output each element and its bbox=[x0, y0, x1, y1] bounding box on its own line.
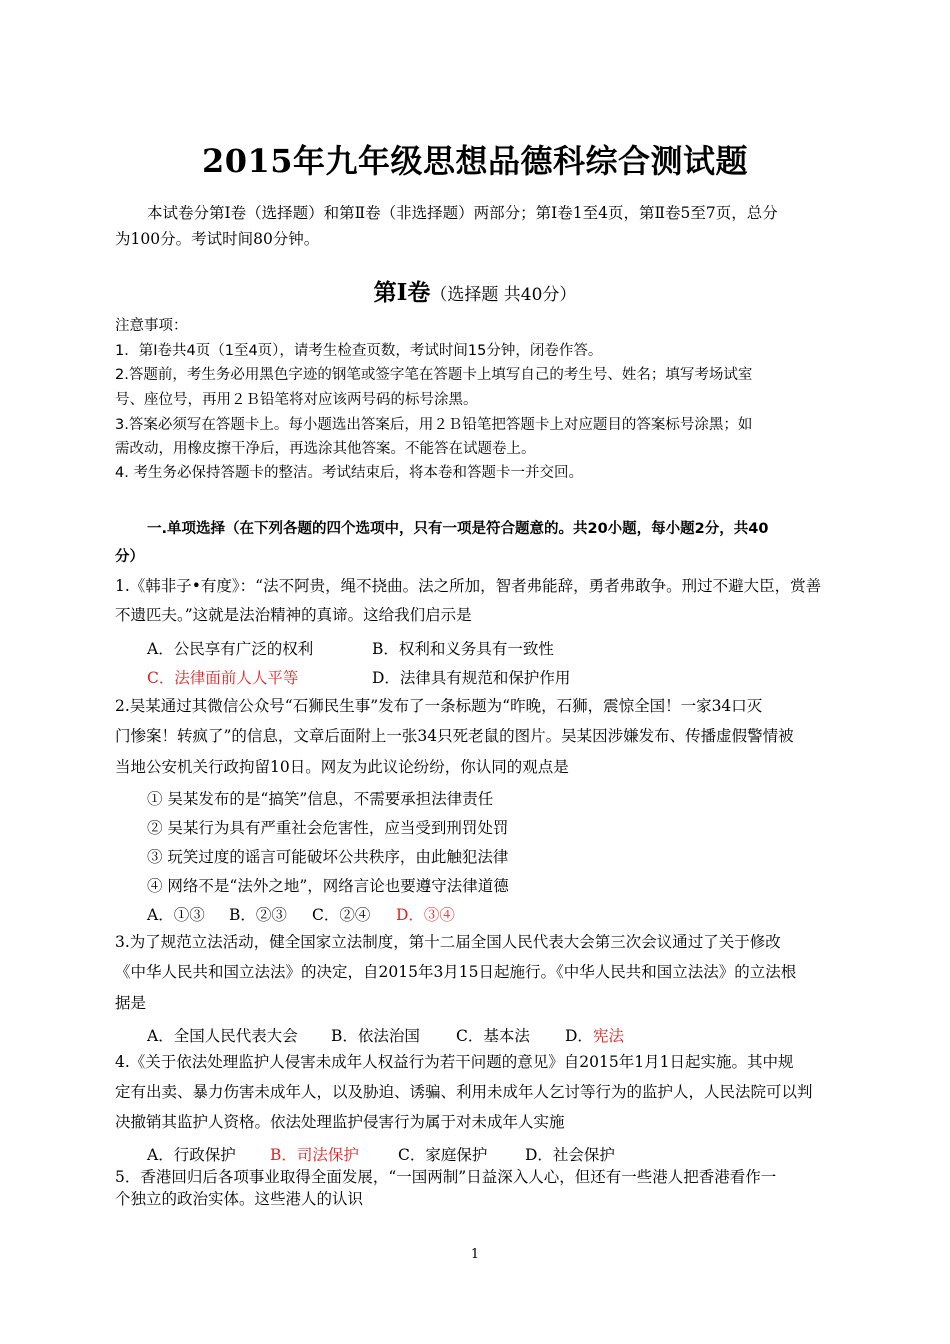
page-title: 2015年九年级思想品德科综合测试题 bbox=[201, 142, 749, 180]
q5-stem-line: 个独立的政治实体。这些港人的认识 bbox=[115, 1190, 364, 1208]
q3-option-d-letter bbox=[565, 1024, 624, 1046]
q3-stem-line: 3.为了规范立法活动，健全国家立法制度，第十二届全国人民代表大会第三次会议通过了关于修改 bbox=[115, 933, 781, 951]
volume-heading bbox=[0, 274, 950, 307]
q2-stem-line: 门惨案！转疯了”的信息，文章后面附上一张34只死老鼠的图片。吴某因涉嫌发布、传播虚假警情被 bbox=[115, 727, 794, 745]
q3-option-a: A．全国人民代表大会 bbox=[147, 1027, 298, 1045]
q1-option-d: D．法律具有规范和保护作用 bbox=[372, 669, 571, 687]
q3-stem-line: 据是 bbox=[115, 994, 147, 1012]
section-heading-line-2: 分） bbox=[115, 549, 144, 565]
q4-stem-line: 定有出卖、暴力伤害未成年人，以及胁迫、诱骗、利用未成年人乞讨等行为的监护人，人民法院可以判 bbox=[115, 1083, 813, 1101]
q2-item: ④ 网络不是“法外之地”，网络言论也要遵守法律道德 bbox=[147, 877, 509, 895]
q1-option-c-answer: C．法律面前人人平等 bbox=[147, 669, 299, 687]
volume-subtitle: （选择题 共40分） bbox=[430, 285, 577, 305]
intro-line-2: 为100分。考试时间80分钟。 bbox=[115, 230, 320, 248]
q2-item: ① 吴某发布的是“搞笑”信息，不需要承担法律责任 bbox=[147, 790, 494, 808]
q2-stem-line: 当地公安机关行政拘留10日。网友为此议论纷纷，你认同的观点是 bbox=[115, 758, 569, 776]
q3-option-d-prefix: D． bbox=[565, 1027, 593, 1045]
q5-stem-line: 5．香港回归后各项事业取得全面发展，“一国两制”日益深入人心，但还有一些港人把香港看作一 bbox=[115, 1168, 777, 1186]
q4-stem-line: 4.《关于依法处理监护人侵害未成年人权益行为若干问题的意见》自2015年1月1日起实施。其中规 bbox=[115, 1053, 794, 1071]
note-line: 1．第Ⅰ卷共4页（1至4页），请考生检查页数，考试时间15分钟，闭卷作答。 bbox=[115, 343, 603, 359]
note-line: 3.答案必须写在答题卡上。每小题选出答案后，用２Ｂ铅笔把答题卡上对应题目的答案标号涂黑；如 bbox=[115, 417, 753, 433]
q2-option-c: C．②④ bbox=[312, 906, 371, 924]
note-line: 2.答题前，考生务必用黑色字迹的钢笔或签字笔在答题卡上填写自己的考生号、姓名；填写考场试室 bbox=[115, 367, 753, 383]
q2-option-d-answer: D．③④ bbox=[396, 906, 455, 924]
q4-option-d: D．社会保护 bbox=[525, 1146, 615, 1164]
section-heading-line-1: 一.单项选择（在下列各题的四个选项中，只有一项是符合题意的。共20小题，每小题2分，共40 bbox=[147, 521, 769, 537]
q1-stem-line: 1.《韩非子•有度》：“法不阿贵，绳不挠曲。法之所加，智者弗能辞，勇者弗敢争。刑过不避大臣，赏善 bbox=[115, 577, 822, 595]
q3-option-d-answer: 宪法 bbox=[592, 1027, 624, 1045]
q4-option-c: C．家庭保护 bbox=[398, 1146, 488, 1164]
q2-stem-line: 2.吴某通过其微信公众号“石狮民生事”发布了一条标题为“昨晚，石狮，震惊全国！一家34口灭 bbox=[115, 697, 763, 715]
note-line: 需改动，用橡皮擦干净后，再选涂其他答案。不能答在试题卷上。 bbox=[115, 441, 536, 457]
q3-stem-line: 《中华人民共和国立法法》的决定，自2015年3月15日起施行。《中华人民共和国立法法》的立法根 bbox=[115, 963, 797, 981]
intro-line-1: 本试卷分第Ⅰ卷（选择题）和第Ⅱ卷（非选择题）两部分；第Ⅰ卷1至4页，第Ⅱ卷5至7页，总分 bbox=[147, 204, 778, 222]
q2-item: ② 吴某行为具有严重社会危害性，应当受到刑罚处罚 bbox=[147, 819, 509, 837]
page-number: 1 bbox=[470, 1247, 480, 1262]
q4-option-a: A．行政保护 bbox=[147, 1146, 236, 1164]
q4-stem-line: 决撤销其监护人资格。依法处理监护侵害行为属于对未成年人实施 bbox=[115, 1113, 565, 1131]
volume-title: 第Ⅰ卷 bbox=[373, 279, 431, 306]
q3-option-b: B．依法治国 bbox=[331, 1027, 420, 1045]
q2-option-b: B．②③ bbox=[229, 906, 287, 924]
q2-option-a: A．①③ bbox=[147, 906, 205, 924]
q1-option-a: A．公民享有广泛的权利 bbox=[147, 640, 314, 658]
q1-option-b: B．权利和义务具有一致性 bbox=[372, 640, 554, 658]
q3-option-c: C．基本法 bbox=[456, 1027, 530, 1045]
note-line: 号、座位号，再用２Ｂ铅笔将对应该两号码的标号涂黑。 bbox=[115, 392, 478, 408]
q1-stem-line: 不遗匹夫。”这就是法治精神的真谛。这给我们启示是 bbox=[115, 606, 472, 624]
q4-option-b-answer: B．司法保护 bbox=[270, 1146, 359, 1164]
note-line: 4. 考生务必保持答题卡的整洁。考试结束后，将本卷和答题卡一并交回。 bbox=[115, 465, 583, 481]
notes-heading: 注意事项： bbox=[115, 318, 188, 334]
q2-item: ③ 玩笑过度的谣言可能破坏公共秩序，由此触犯法律 bbox=[147, 848, 509, 866]
